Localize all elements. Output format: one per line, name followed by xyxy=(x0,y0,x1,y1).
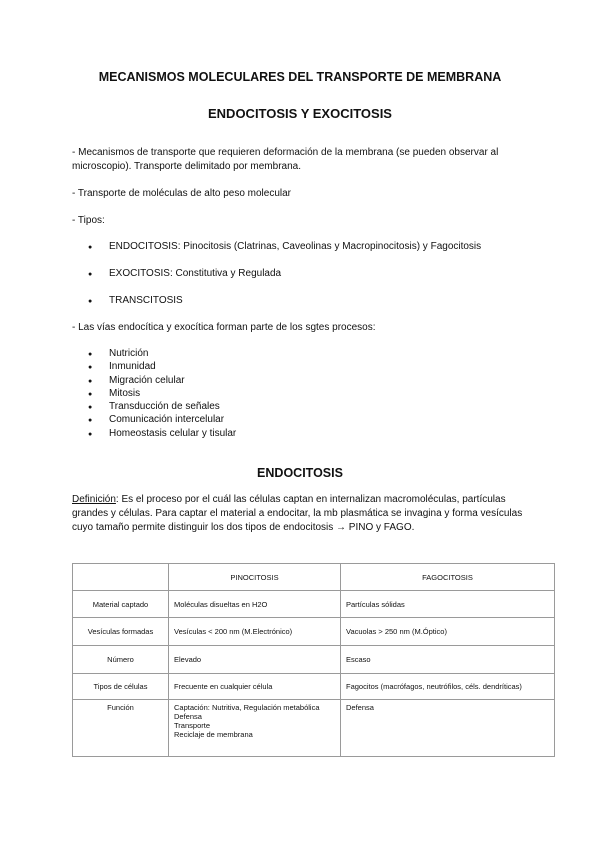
list-item: ● Transducción de señales xyxy=(88,400,236,413)
table-cell: Partículas sólidas xyxy=(341,591,555,618)
tipos-list xyxy=(88,240,481,321)
table-row xyxy=(73,618,555,646)
table-header-row xyxy=(73,564,555,591)
table-row xyxy=(73,591,555,618)
definition-text: : Es el proceso por el cuál las células captan en internalizan macromoléculas, partículas grandes y células. Para captar el material a endocitar, la mb plasmática se invagina y forma vesículas cuyo tamaño permite distinguir los dos tipos de endocitosis → PINO y FAGO. xyxy=(72,494,523,533)
table-cell: Vacuolas > 250 nm (M.Óptico) xyxy=(341,618,555,646)
endocitosis-heading: ENDOCITOSIS xyxy=(257,466,343,480)
intro-paragraph-1: - Mecanismos de transporte que requieren deformación de la membrana (se pueden observar al microscopio). Transporte delimitado por membrana. xyxy=(72,147,499,172)
list-item: ● Comunicación intercelular xyxy=(88,413,236,426)
list-item: ● TRANSCITOSIS xyxy=(88,294,481,321)
table-cell: Defensa xyxy=(341,700,555,757)
table-cell: Vesículas < 200 nm (M.Electrónico) xyxy=(169,618,341,646)
row-label: Número xyxy=(73,646,169,674)
table-cell: Escaso xyxy=(341,646,555,674)
list-item: ● Inmunidad xyxy=(88,360,236,373)
table-header-cell: FAGOCITOSIS xyxy=(341,564,555,591)
document-subtitle: ENDOCITOSIS Y EXOCITOSIS xyxy=(208,106,392,121)
table-row xyxy=(73,646,555,674)
row-label: Vesículas formadas xyxy=(73,618,169,646)
comparison-table xyxy=(72,563,555,757)
list-item: ● Nutrición xyxy=(88,347,236,360)
table-header-cell: PINOCITOSIS xyxy=(169,564,341,591)
table-cell: Captación: Nutritiva, Regulación metabólica Defensa Transporte Reciclaje de membrana xyxy=(169,700,341,757)
table-row xyxy=(73,674,555,700)
tipos-label: - Tipos: xyxy=(72,215,105,226)
table-cell: Fagocitos (macrófagos, neutrófilos, céls. dendríticas) xyxy=(341,674,555,700)
table-cell: Moléculas disueltas en H2O xyxy=(169,591,341,618)
table-row xyxy=(73,700,555,757)
list-item: ● Migración celular xyxy=(88,374,236,387)
table-cell: Frecuente en cualquier célula xyxy=(169,674,341,700)
list-item: ● Homeostasis celular y tisular xyxy=(88,427,236,440)
table-header-cell xyxy=(73,564,169,591)
row-label: Función xyxy=(73,700,169,757)
list-item: ● EXOCITOSIS: Constitutiva y Regulada xyxy=(88,267,481,294)
intro-paragraph-2: - Transporte de moléculas de alto peso molecular xyxy=(72,188,292,199)
intro-paragraph-4: - Las vías endocítica y exocítica forman parte de los sgtes procesos: xyxy=(72,322,376,333)
definition-label: Definición xyxy=(72,494,116,505)
row-label: Material captado xyxy=(73,591,169,618)
procesos-list xyxy=(88,347,236,440)
definition-paragraph xyxy=(72,493,542,535)
list-item: ● ENDOCITOSIS: Pinocitosis (Clatrinas, Caveolinas y Macropinocitosis) y Fagocitosis xyxy=(88,240,481,267)
table-cell: Elevado xyxy=(169,646,341,674)
row-label: Tipos de células xyxy=(73,674,169,700)
document-title: MECANISMOS MOLECULARES DEL TRANSPORTE DE MEMBRANA xyxy=(98,70,502,84)
list-item: ● Mitosis xyxy=(88,387,236,400)
